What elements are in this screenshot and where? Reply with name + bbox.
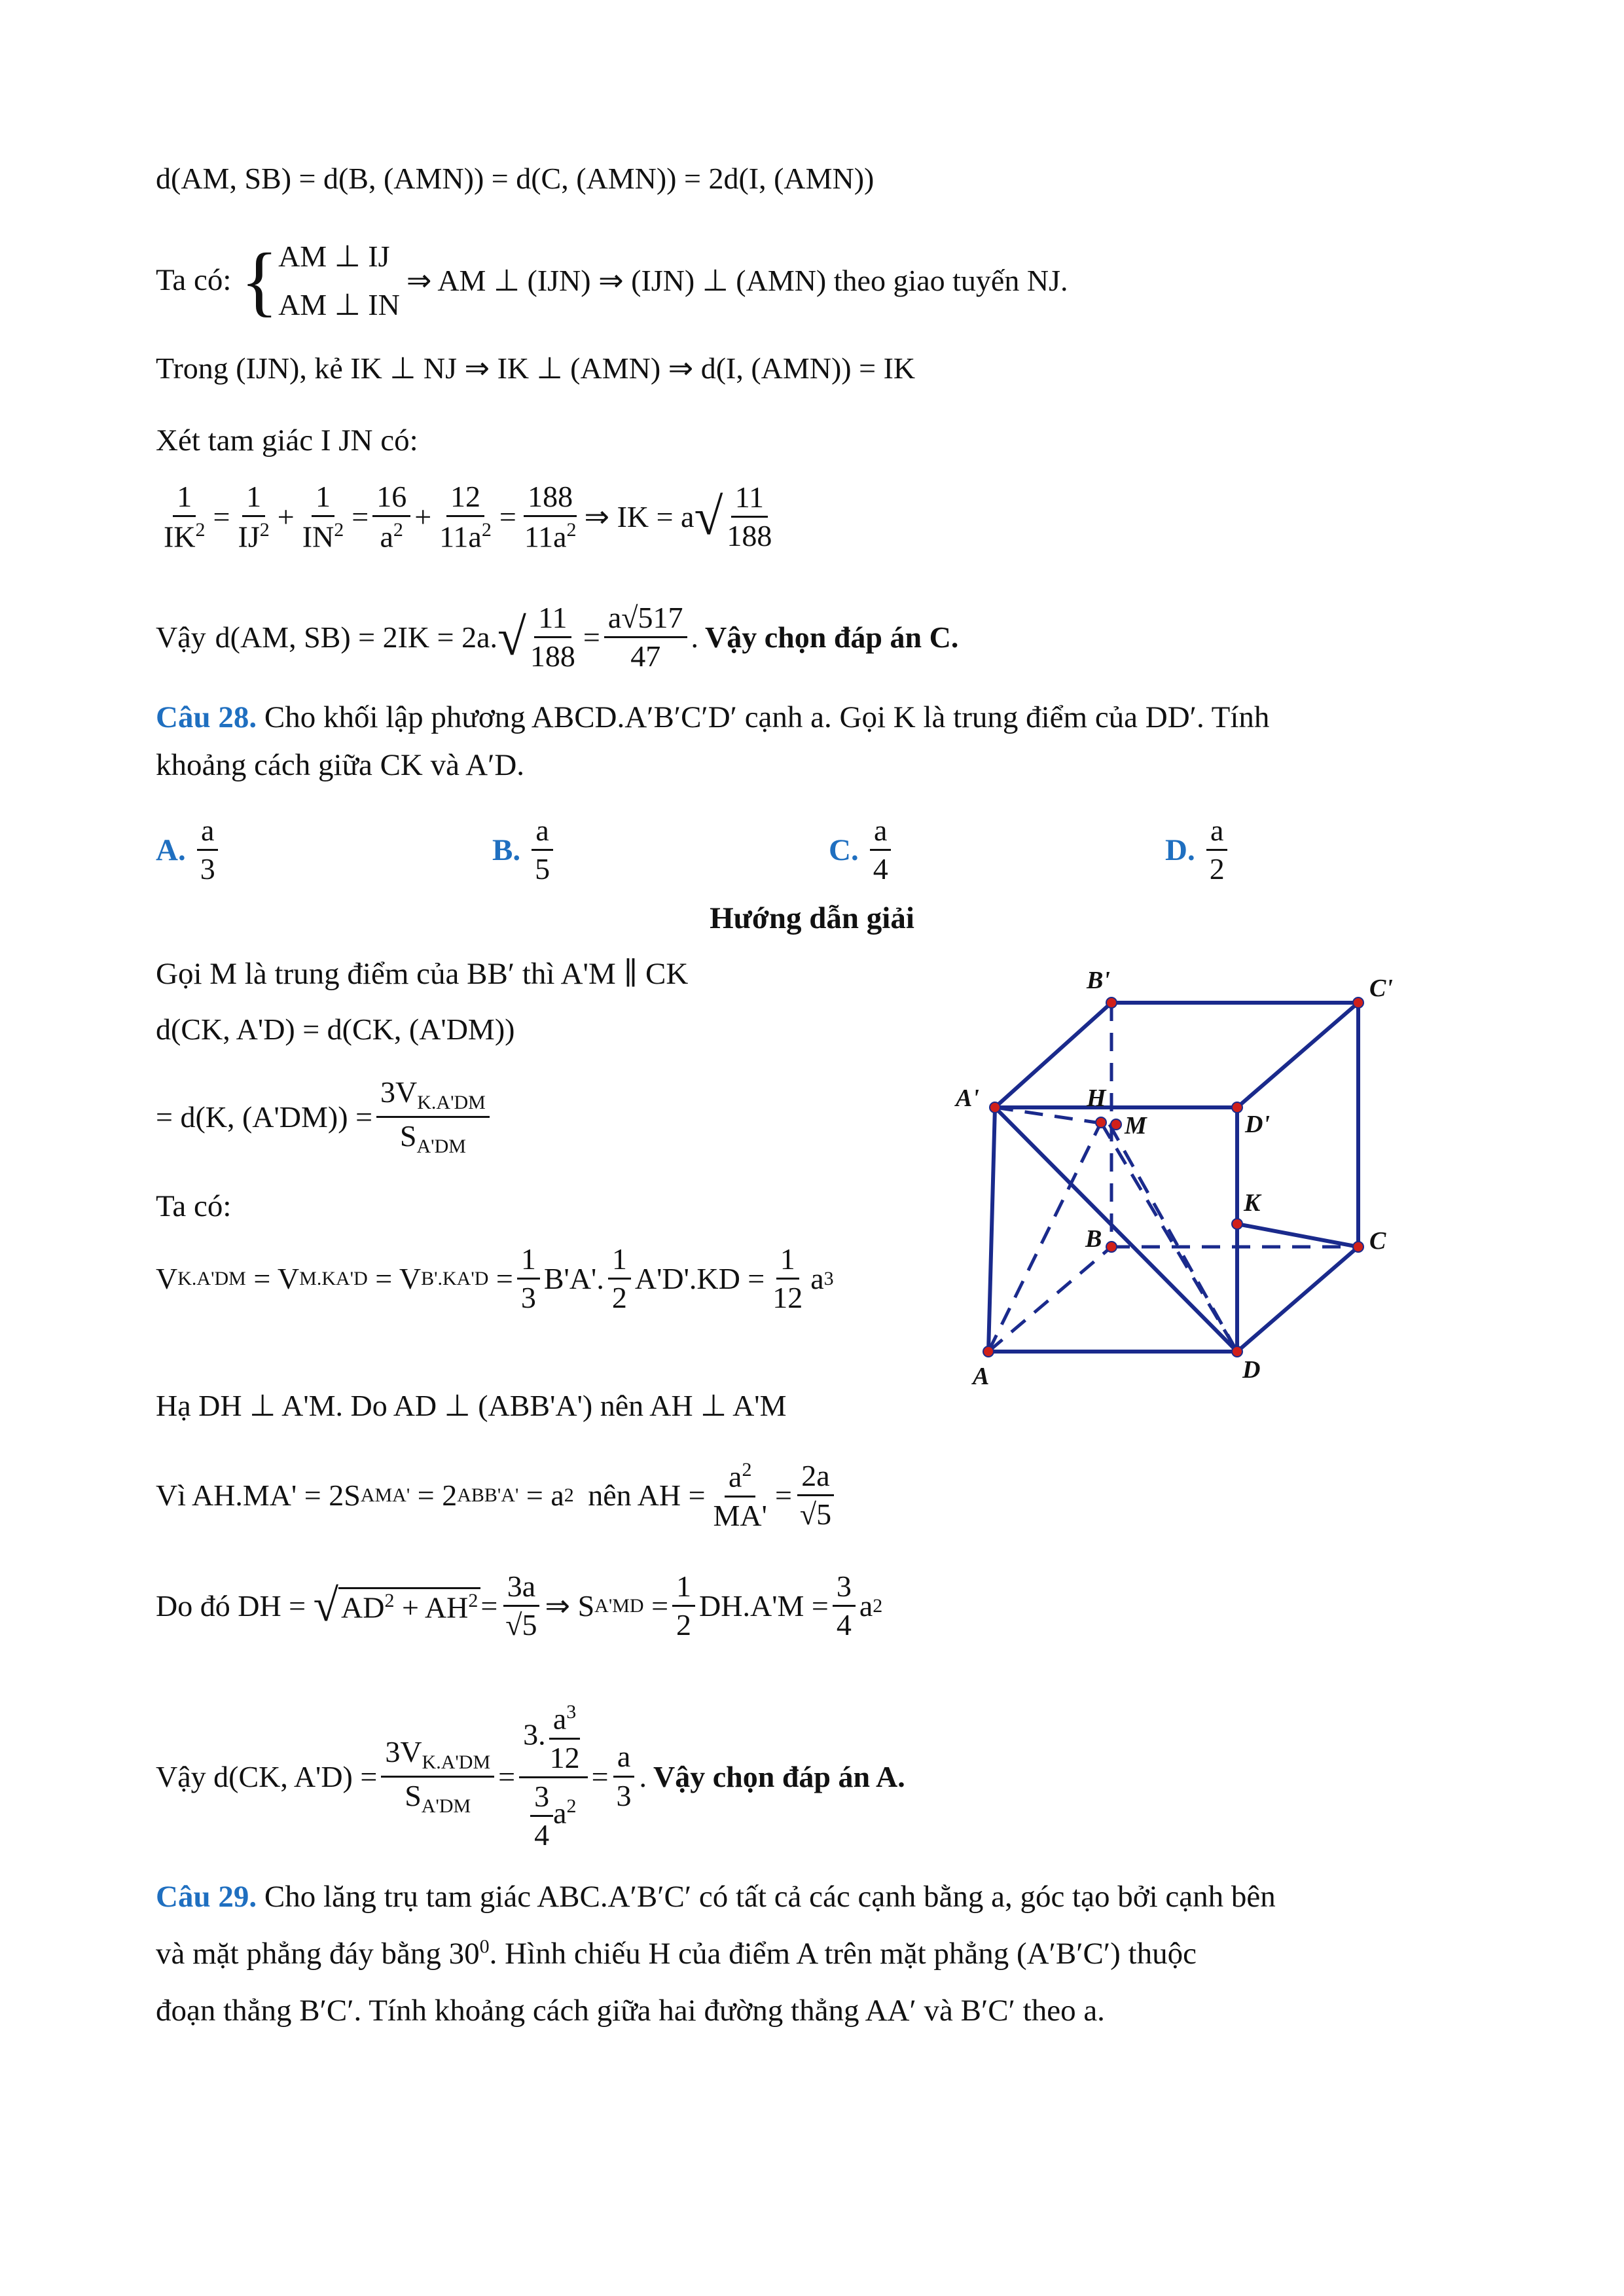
- edge-a-b: [988, 1247, 1111, 1352]
- system-brace: {: [240, 236, 279, 324]
- cube-figure: [929, 949, 1401, 1407]
- point-cprime: [1353, 997, 1363, 1008]
- ta-co-label: Ta có:: [156, 263, 232, 298]
- solution-line-7: Vì AH.MA' = 2S AMA' = 2 ABB'A' = a 2 nên AH = $\frac{a^2}{MA'}$ = 2a √5: [156, 1460, 839, 1532]
- solution-line-3: = d(K, (A'DM)) = $\frac{3V_{K.A'DM}}{S_{A'DM}}$: [156, 1077, 494, 1157]
- question-29-label: Câu 29.: [156, 1880, 257, 1914]
- point-c: [1353, 1242, 1363, 1252]
- question-28: Câu 28. Cho khối lập phương ABCD.A′B′C′D′ cạnh a. Gọi K là trung điểm của DD′. Tính khoảng cách giữa CK và A′D.: [156, 700, 1270, 782]
- point-b: [1106, 1242, 1117, 1252]
- label-k: K: [1244, 1189, 1261, 1217]
- point-aprime: [990, 1102, 1000, 1113]
- point-m: [1111, 1119, 1121, 1130]
- label-a: A: [973, 1363, 990, 1390]
- equation-line-3: Trong (IJN), kẻ IK ⊥ NJ ⇒ IK ⊥ (AMN) ⇒ d(I, (AMN)) = IK: [156, 351, 916, 385]
- option-a[interactable]: A. a 3: [156, 815, 223, 886]
- solution-line-2: d(CK, A'D) = d(CK, (A'DM)): [156, 1013, 515, 1046]
- fraction-equation: 1 $IK^2$ = 1 $IJ^2$ + 1 $IN^2$ = 16 $a^2$ + 12 $11a^2$ = 188 $11a^2$ ⇒ IK = a √ 11 188: [164, 480, 772, 554]
- question-29: Câu 29. Cho lăng trụ tam giác ABC.A′B′C′ có tất cả các cạnh bằng a, góc tạo bởi cạnh bên và mặt phẳng đáy bằng $30^0$. Hình chiếu H của điểm A trên mặt phẳng (A′B′C′) thuộc đoạn thẳng B′C′. Tính khoảng cách giữa hai đường thẳng AA′ và B′C′ theo a.: [156, 1880, 1276, 2028]
- label-b: B: [1085, 1225, 1102, 1253]
- label-c: C: [1369, 1227, 1386, 1255]
- edge-aprime-a: [988, 1107, 995, 1352]
- question-28-label: Câu 28.: [156, 700, 257, 734]
- segment-k-c: [1237, 1224, 1358, 1247]
- label-aprime: A': [956, 1085, 979, 1112]
- point-k: [1232, 1219, 1242, 1229]
- point-bprime: [1106, 997, 1117, 1008]
- label-h: H: [1087, 1085, 1106, 1112]
- label-m: M: [1125, 1112, 1147, 1139]
- option-c[interactable]: C. a 4: [829, 815, 896, 886]
- guide-title: Hướng dẫn giải: [710, 901, 914, 935]
- option-d[interactable]: D. a 2: [1165, 815, 1233, 886]
- label-d: D: [1242, 1356, 1261, 1384]
- conclusion-line-q27: Vậy d(AM, SB) = 2IK = 2a. √ 11 188 = a√517 47 . Vậy chọn đáp án C.: [156, 601, 959, 673]
- solution-line-8: Do đó DH = √ $AD^2 + AH^2$ = 3a √5 ⇒ S A'MD = 1 2 DH.A'M = 3 4 a 2: [156, 1570, 883, 1642]
- solution-line-9: Vậy d(CK, A'D) = $\frac{3V_{K.A'DM}}{S_{A'DM}}$ = 3. $\frac{a^3}{12}$ $\frac{3}{4}$ $a^2$ = a 3 . Vậy chọn đáp án A.: [156, 1701, 905, 1852]
- option-b[interactable]: B. a 5: [492, 815, 558, 886]
- point-a: [983, 1346, 994, 1357]
- edge-dprime-cprime: [1237, 1003, 1358, 1107]
- point-h: [1096, 1117, 1106, 1128]
- equation-system-line: Ta có: { AM ⊥ IJ AM ⊥ IN ⇒ AM ⊥ (IJN) ⇒ (IJN) ⊥ (AMN) theo giao tuyến NJ.: [156, 232, 1068, 329]
- edge-d-c: [1237, 1247, 1358, 1352]
- solution-line-4: Ta có:: [156, 1189, 232, 1223]
- segment-aprime-d: [995, 1107, 1237, 1352]
- point-dprime: [1232, 1102, 1242, 1113]
- equation-system: AM ⊥ IJ AM ⊥ IN: [278, 240, 400, 321]
- volume-equation: V K.A'DM = V M.KA'D = V B'.KA'D = 1 3 B'A'. 1 2 A'D'.KD = 1 12 a 3: [156, 1242, 834, 1315]
- label-bprime: B': [1087, 967, 1110, 994]
- text-line-4: Xét tam giác I JN có:: [156, 423, 418, 457]
- equation-line-1: d(AM, SB) = d(B, (AMN)) = d(C, (AMN)) = 2d(I, (AMN)): [156, 162, 875, 195]
- label-cprime: C': [1369, 975, 1393, 1002]
- solution-line-1: Gọi M là trung điểm của BB′ thì A'M ∥ CK: [156, 957, 689, 991]
- point-d: [1232, 1346, 1242, 1357]
- label-dprime: D': [1245, 1111, 1270, 1138]
- solution-line-6: Hạ DH ⊥ A'M. Do AD ⊥ (ABB'A') nên AH ⊥ A'M: [156, 1389, 787, 1422]
